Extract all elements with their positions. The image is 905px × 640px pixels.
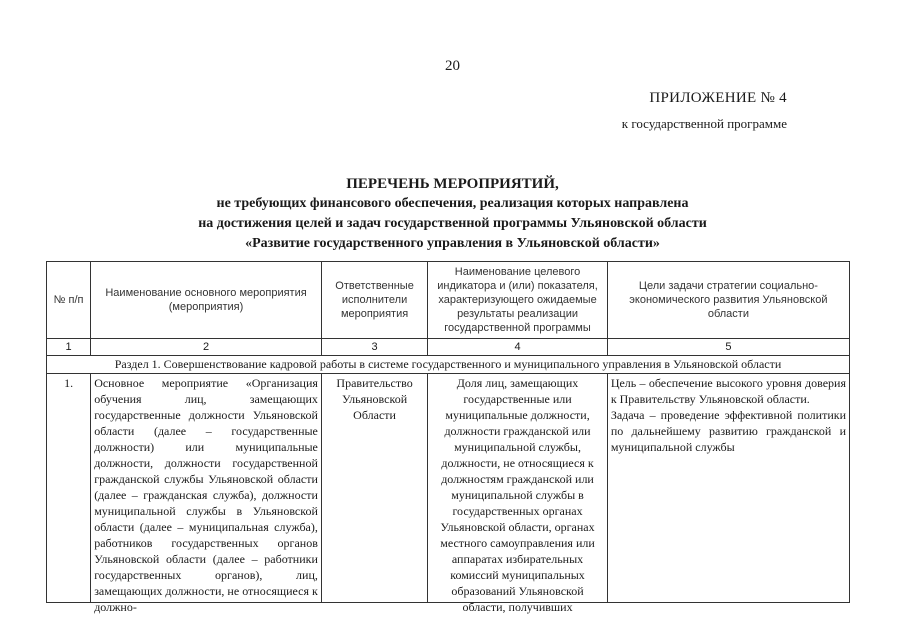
row-measure: Основное мероприятие «Организация обучения лиц, замещающих государственные должности Ульяновской области (далее – государственные должности) или муниципальные должности, должности государственной гражданской службы Ульяновской области (далее – гражданская служба), должности муниципальной службы в Ульяновской области (далее – муниципальная служба), работников государственных органов Ульяновской области (далее – работники государственных органов), лиц, замещающих должности, не относящиеся к должно- bbox=[91, 374, 322, 603]
row-number: 1. bbox=[47, 374, 91, 603]
heading-main: ПЕРЕЧЕНЬ МЕРОПРИЯТИЙ, bbox=[346, 176, 559, 192]
column-number: 2 bbox=[91, 339, 322, 356]
row-goal: Цель – обеспечение высокого уровня доверия к Правительству Ульяновской области. bbox=[610, 376, 846, 406]
header-executor: Ответственные исполнители мероприятия bbox=[321, 262, 427, 339]
row-executor: Правительство Ульяновской Области bbox=[321, 374, 427, 603]
header-number: № п/п bbox=[47, 262, 91, 339]
page-number: 20 bbox=[445, 58, 460, 74]
section-title: Раздел 1. Совершенствование кадровой работы в системе государственного и муниципального управления в Ульяновской области bbox=[47, 356, 850, 374]
table-header-row bbox=[47, 262, 850, 339]
heading-line-4: «Развитие государственного управления в Ульяновской области» bbox=[245, 236, 660, 251]
row-indicator: Доля лиц, замещающих государственные или муниципальные должности, должности гражданской или муниципальной службы, должности, не относящиеся к должностям гражданской или муниципальной службы в государственных органах Ульяновской области, органах местного самоуправления или аппаратах избирательных комиссий муниципальных образований Ульяновской области, получивших bbox=[428, 374, 608, 603]
document-heading bbox=[0, 174, 905, 254]
heading-line-3: на достижения целей и задач государственной программы Ульяновской области bbox=[198, 216, 707, 231]
appendix-title: ПРИЛОЖЕНИЕ № 4 bbox=[649, 90, 787, 106]
column-number: 1 bbox=[47, 339, 91, 356]
header-measure: Наименование основного мероприятия (мероприятия) bbox=[91, 262, 322, 339]
measures-table bbox=[46, 261, 850, 614]
row-goals bbox=[607, 374, 849, 603]
heading-line-2: не требующих финансового обеспечения, реализация которых направлена bbox=[216, 196, 689, 211]
table-row bbox=[47, 374, 850, 603]
header-goals: Цели задачи стратегии социально-экономического развития Ульяновской области bbox=[607, 262, 849, 339]
appendix-subtitle: к государственной программе bbox=[621, 116, 787, 131]
column-number: 5 bbox=[607, 339, 849, 356]
header-indicator: Наименование целевого индикатора и (или) показателя, характеризующего ожидаемые результаты реализации государственной программы bbox=[428, 262, 608, 339]
column-number: 4 bbox=[428, 339, 608, 356]
column-number: 3 bbox=[321, 339, 427, 356]
column-number-row bbox=[47, 339, 850, 356]
row-task: Задача – проведение эффективной политики по дальнейшему развитию гражданской и муниципальной службы bbox=[610, 408, 846, 454]
section-row bbox=[47, 356, 850, 374]
